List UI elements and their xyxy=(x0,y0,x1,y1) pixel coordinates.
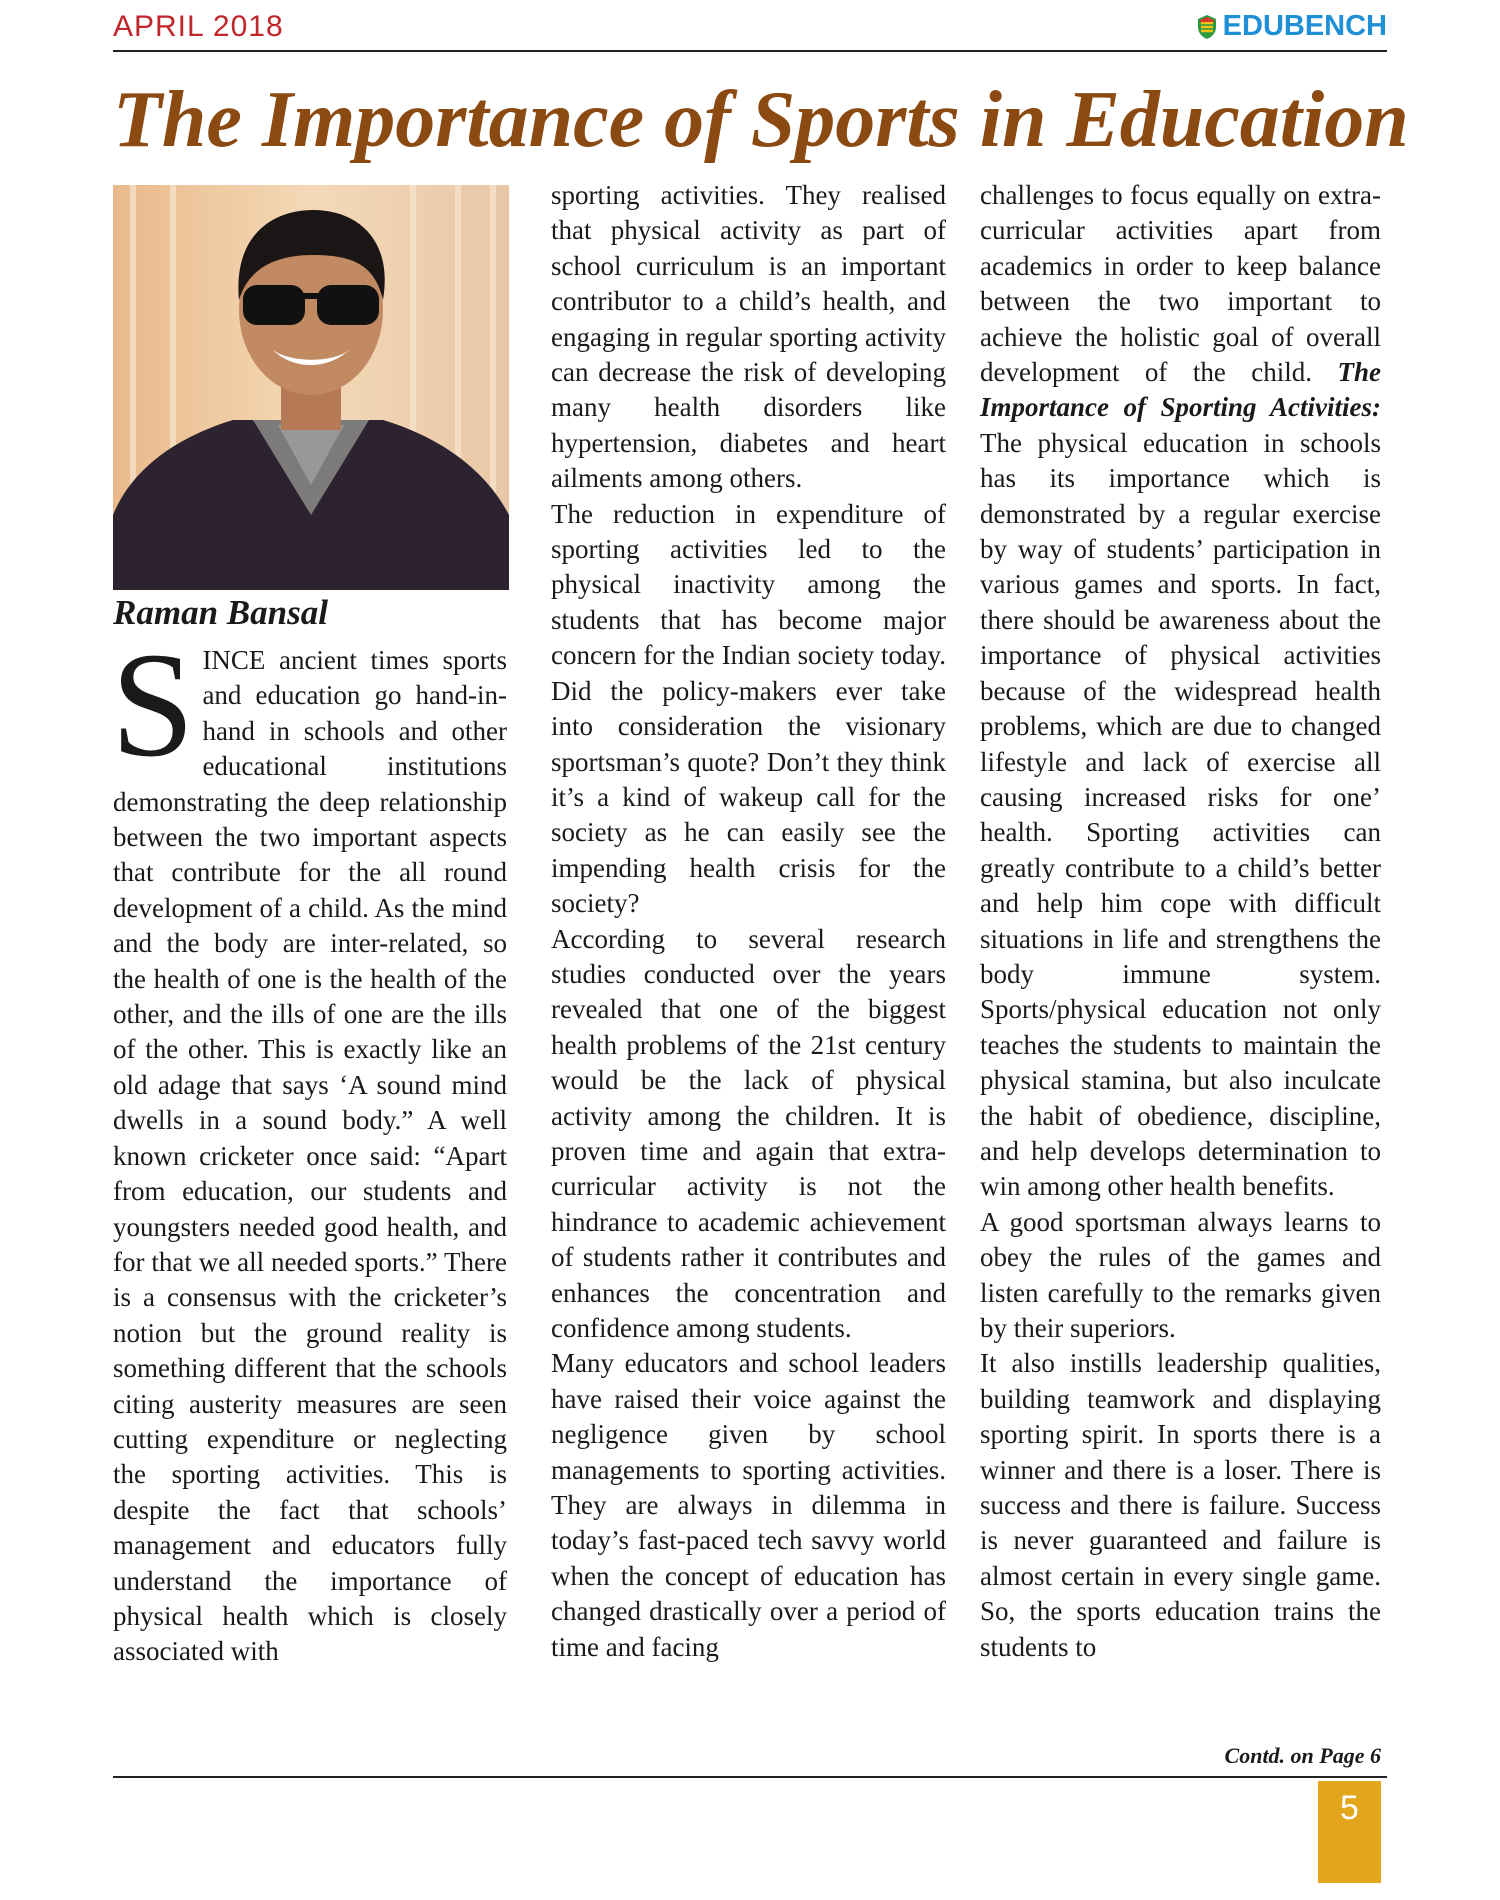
author-photo xyxy=(113,185,509,590)
article-paragraph: Many educators and school leaders have raised their voice against the negligence given by school managements to sporting activities. They are always in dilemma in today’s fast-paced tech savvy world when the concept of education has changed drastically over a period of time and facing xyxy=(551,1348,946,1662)
drop-cap: S xyxy=(111,622,195,788)
article-column-2 xyxy=(551,178,946,1665)
footer-divider xyxy=(113,1776,1387,1778)
article-paragraph: According to several research studies conducted over the years revealed that one of the biggest health problems of the 21st century would be the lack of physical activity among the children. It is proven time and again that extra-curricular activity is not the hindrance to academic achievement of students rather it contributes and enhances the concentration and confidence among students. xyxy=(551,923,946,1343)
header-divider xyxy=(113,50,1387,52)
article-title: The Importance of Sports in Education xyxy=(113,76,1409,164)
paragraph-text: The physical education in schools has its importance which is demonstrated by a regular exercise by way of students’ participation in various games and sports. In fact, there should be awareness about the importance of physical activities because of the widespread health problems, which are due to changed lifestyle and lack of exercise all causing increased risks for one’ health. Sporting activities can greatly contribute to a child’s better and help him cope with difficult situations in life and strengthens the body immune system. Sports/physical education not only teaches the students to maintain the physical stamina, but also inculcate the habit of obedience, discipline, and help develops determination to win among other health benefits. xyxy=(980,427,1381,1202)
article-paragraph: INCE ancient times sports and education go hand-in-hand in schools and other educational institutions demonstrating the deep relationship between the two important aspects that contribute for the all round development of a child. As the mind and the body are inter-related, so the health of one is the health of the other, and the ills of one are the ills of the other. This is exactly like an old adage that says ‘A sound mind dwells in a sound body.” A well known cricketer once said: “Apart from education, our students and youngsters needed good health, and for that we all needed sports.” There is a consensus with the cricketer’s notion but the ground reality is something different that the schools citing austerity measures are seen cutting expenditure or neglecting the sporting activities. This is despite the fact that schools’ management and educators fully understand the importance of physical health which is closely associated with xyxy=(113,645,507,1667)
article-column-1 xyxy=(111,622,507,1670)
section-heading: The Importance of Sporting Activities: xyxy=(980,357,1381,423)
paragraph-text: challenges to focus equally on extra-curricular activities apart from academics in order to keep balance between the two important to achieve the holistic goal of overall development of the child. xyxy=(980,180,1381,388)
article-paragraph: The reduction in expenditure of sporting activities led to the physical inactivity among the students that has become major concern for the Indian society today. Did the policy-makers ever take into consideration the visionary sportsman’s quote? Don’t they think it’s a kind of wakeup call for the society as he can easily see the impending health crisis for the society? xyxy=(551,498,946,919)
article-paragraph: sporting activities. They realised that physical activity as part of school curriculum is an important contributor to a child’s health, and engaging in regular sporting activity can decrease the risk of developing many health disorders like hypertension, diabetes and heart ailments among others. xyxy=(551,180,946,494)
brand-logo xyxy=(1197,10,1387,43)
continued-note: Contd. on Page 6 xyxy=(1224,1743,1381,1768)
issue-date: APRIL 2018 xyxy=(113,10,284,43)
brand-name: EDUBENCH xyxy=(1222,10,1387,42)
author-name: Raman Bansal xyxy=(113,593,328,632)
page-number-badge xyxy=(1318,1781,1381,1883)
article-column-3 xyxy=(980,178,1381,1665)
shield-logo-icon xyxy=(1197,14,1217,40)
article-paragraph: It also instills leadership qualities, building teamwork and displaying sporting spirit. In sports there is a winner and there is a loser. There is success and there is failure. Success is never guaranteed and failure is almost certain in every single game. So, the sports education trains the students to xyxy=(980,1348,1381,1662)
article-paragraph: A good sportsman always learns to obey the rules of the games and listen carefully to the remarks given by their superiors. xyxy=(980,1206,1381,1343)
page-number: 5 xyxy=(1340,1789,1359,1827)
article-paragraph xyxy=(980,178,1381,1205)
